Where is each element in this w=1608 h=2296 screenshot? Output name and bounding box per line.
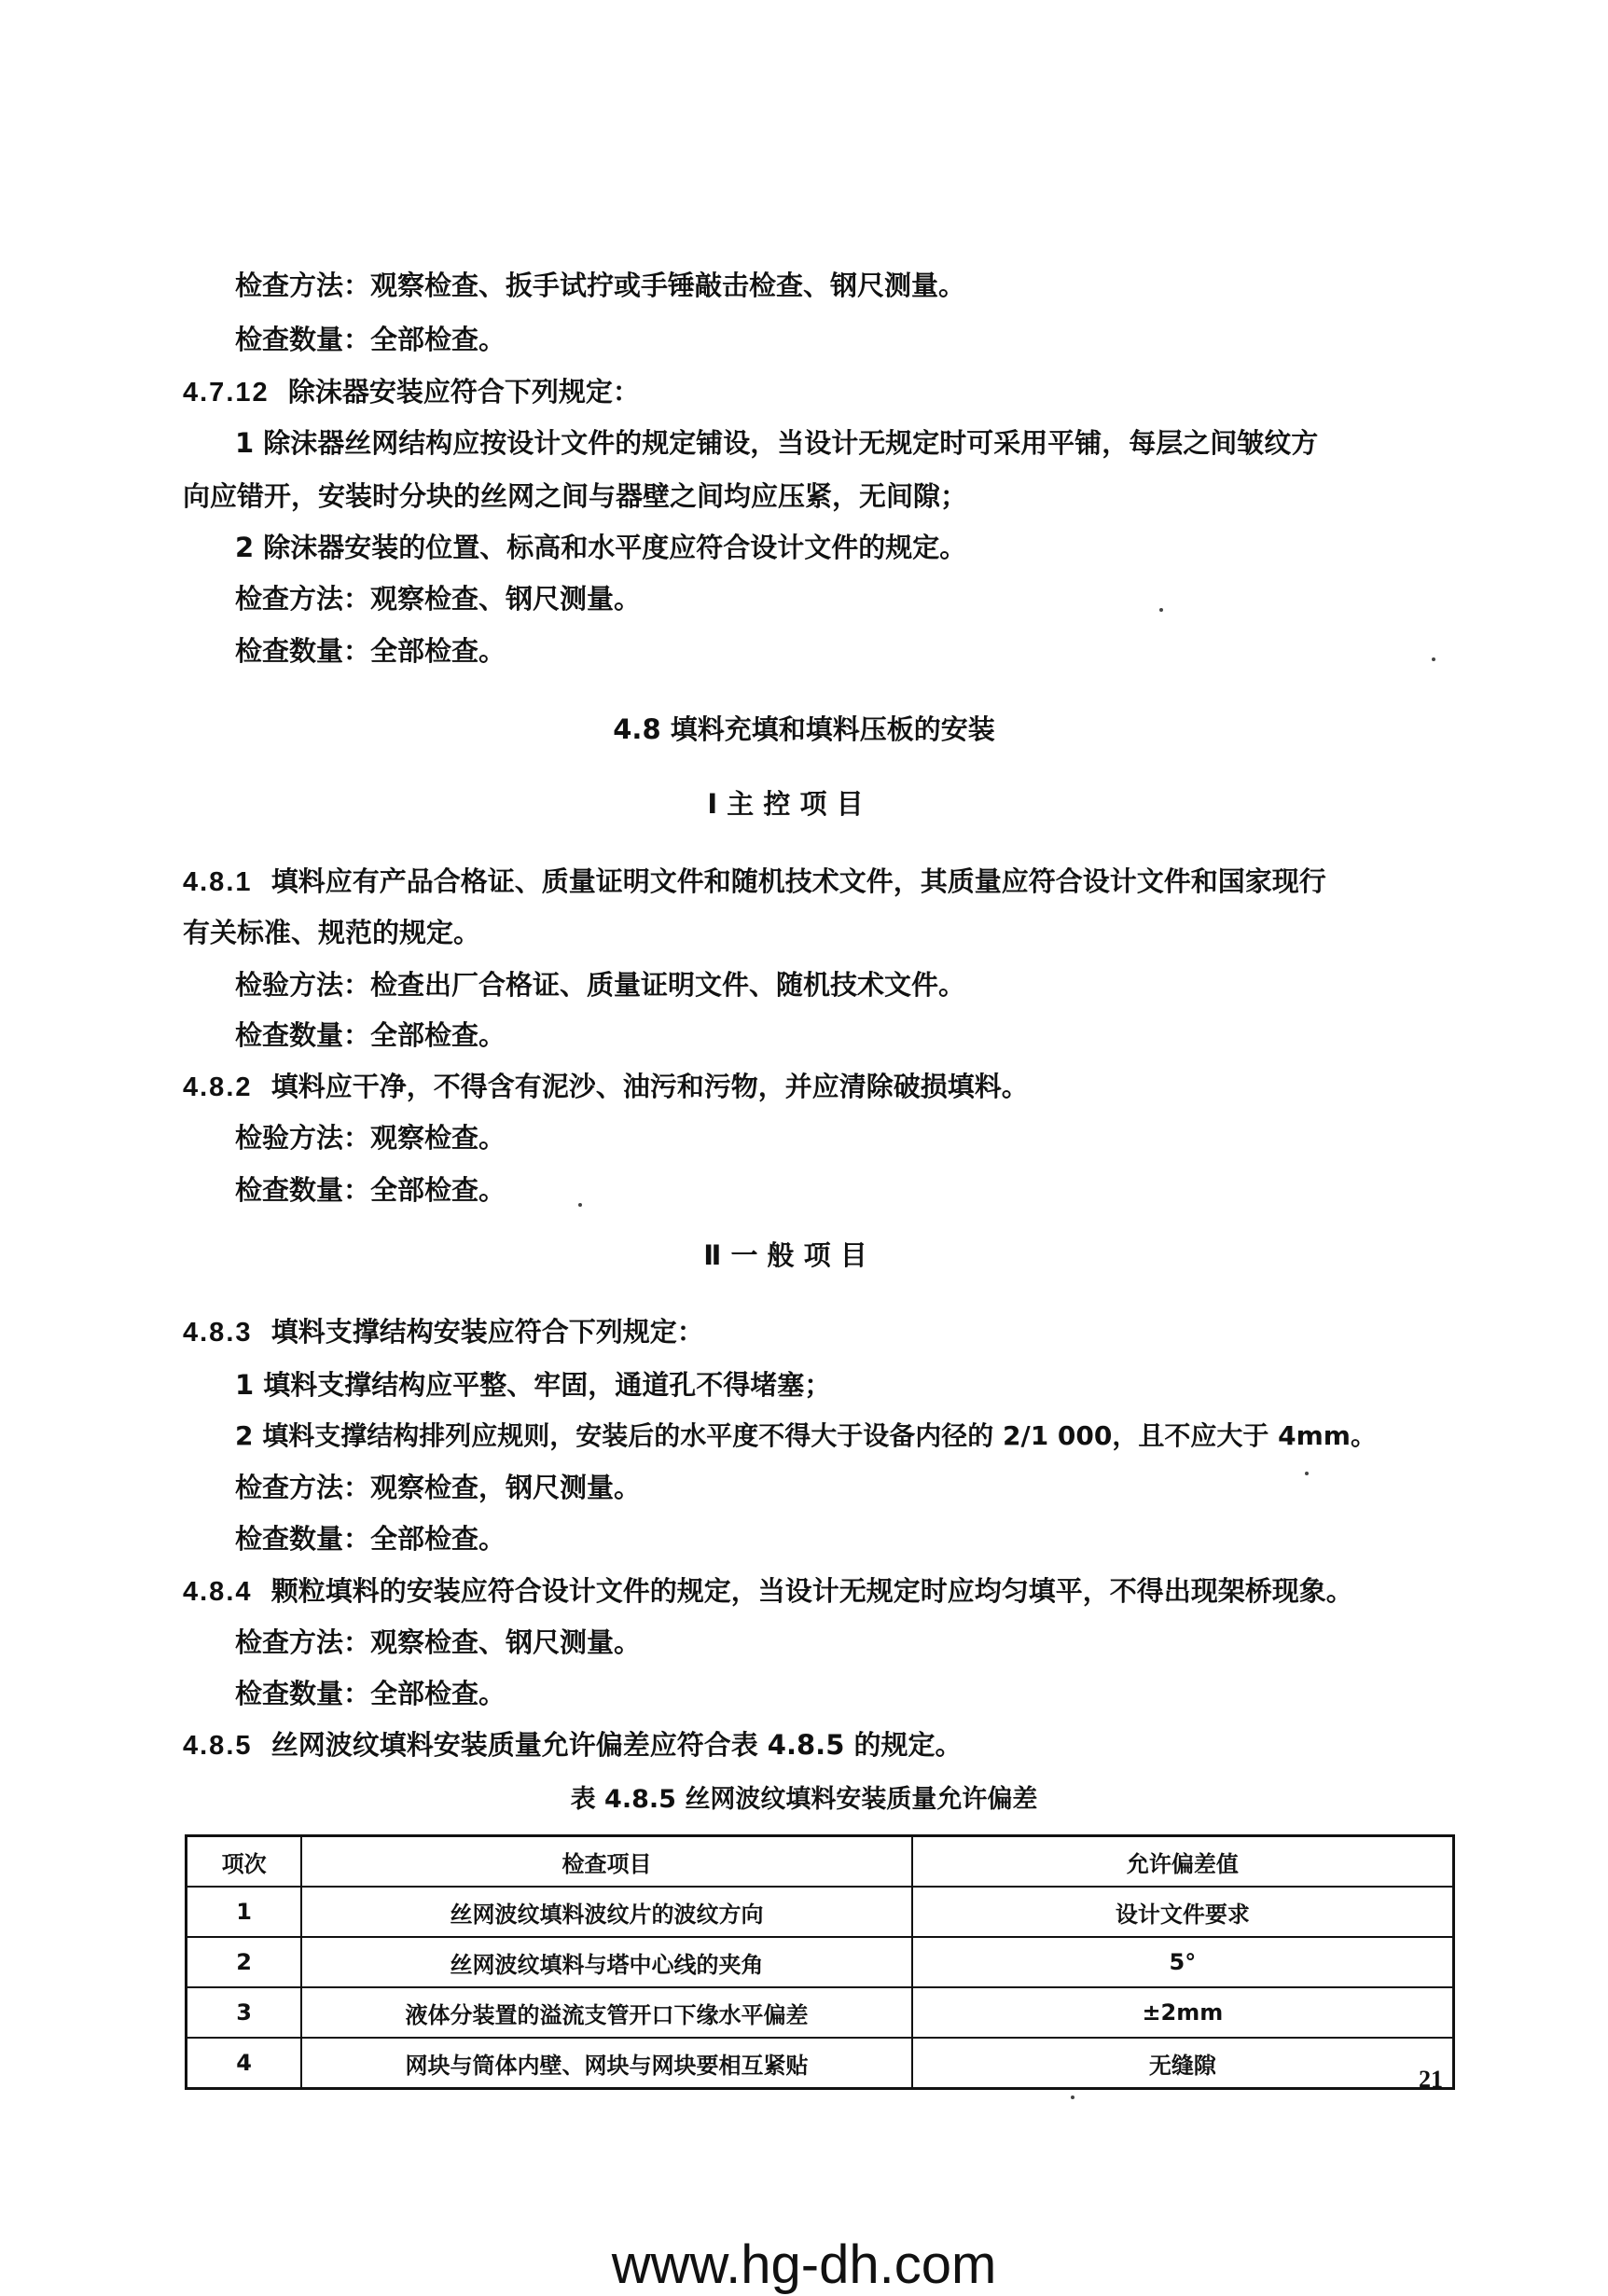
cell-check-item: 液体分装置的溢流支管开口下缘水平偏差 (301, 1987, 911, 2038)
inspection-method-line: 检查方法：观察检查、钢尺测量。 (235, 1626, 642, 1658)
scan-speck (1159, 608, 1163, 612)
scan-speck (1071, 2095, 1074, 2099)
cell-tolerance: 无缝隙 (912, 2038, 1454, 2089)
clause-number: 4.8.2 (183, 1072, 253, 1102)
inspection-quantity-line: 检查数量：全部检查。 (235, 1019, 506, 1051)
section-heading-4-8: 4.8 填料充填和填料压板的安装 (613, 713, 995, 745)
inspection-method-line: 检查方法：观察检查，钢尺测量。 (235, 1472, 642, 1503)
clause-item-1: 1 填料支撑结构应平整、牢固，通道孔不得堵塞； (235, 1369, 832, 1401)
scan-speck (578, 1203, 582, 1207)
test-method-line: 检验方法：观察检查。 (235, 1122, 506, 1154)
cell-check-item: 丝网波纹填料波纹片的波纹方向 (301, 1887, 911, 1937)
cell-item-no: 2 (187, 1937, 302, 1987)
clause-item-2: 2 填料支撑结构排列应规则，安装后的水平度不得大于设备内径的 2/1 000，且不应大于 4mm。 (235, 1420, 1377, 1451)
clause-text: 颗粒填料的安装应符合设计文件的规定，当设计无规定时应均匀填平，不得出现架桥现象。 (270, 1575, 1353, 1607)
subheading-general: Ⅱ 一 般 项 目 (703, 1239, 867, 1271)
clause-4-8-4 (183, 1572, 1353, 1611)
header-check-item: 检查项目 (301, 1836, 911, 1888)
clause-4-8-3 (183, 1313, 704, 1351)
inspection-quantity-line: 检查数量：全部检查。 (235, 635, 506, 667)
table-caption: 表 4.8.5 丝网波纹填料安装质量允许偏差 (570, 1785, 1038, 1814)
test-method-line: 检验方法：检查出厂合格证、质量证明文件、随机技术文件。 (235, 969, 966, 1001)
cell-item-no: 4 (187, 2038, 302, 2089)
subheading-main-control: Ⅰ 主 控 项 目 (707, 788, 864, 820)
cell-check-item: 网块与筒体内壁、网块与网块要相互紧贴 (301, 2038, 911, 2089)
inspection-method-line: 检查方法：观察检查、扳手试拧或手锤敲击检查、钢尺测量。 (235, 270, 966, 301)
inspection-quantity-line: 检查数量：全部检查。 (235, 1678, 506, 1709)
clause-number: 4.7.12 (183, 378, 270, 408)
clause-item-2: 2 除沫器安装的位置、标高和水平度应符合设计文件的规定。 (235, 532, 967, 563)
cell-item-no: 3 (187, 1987, 302, 2038)
clause-item-1-cont: 向应错开，安装时分块的丝网之间与器壁之间均应压紧，无间隙； (183, 480, 968, 512)
clause-4-8-1 (183, 863, 1326, 901)
clause-item-1: 1 除沫器丝网结构应按设计文件的规定铺设，当设计无规定时可采用平铺，每层之间皱纹方 (235, 427, 1319, 459)
clause-text: 除沫器安装应符合下列规定： (287, 376, 640, 408)
table-row (187, 1987, 1454, 2038)
inspection-quantity-line: 检查数量：全部检查。 (235, 1174, 506, 1206)
clause-4-7-12 (183, 373, 640, 411)
cell-tolerance: 设计文件要求 (912, 1887, 1454, 1937)
table-row (187, 2038, 1454, 2089)
clause-text: 填料支撑结构安装应符合下列规定： (270, 1316, 704, 1348)
clause-number: 4.8.4 (183, 1577, 253, 1607)
table-header-row (187, 1836, 1454, 1888)
table-row (187, 1937, 1454, 1987)
clause-text: 填料应干净，不得含有泥沙、油污和污物，并应清除破损填料。 (270, 1071, 1029, 1102)
scan-speck (1432, 657, 1435, 661)
clause-text: 丝网波纹填料安装质量允许偏差应符合表 4.8.5 的规定。 (270, 1729, 963, 1761)
clause-number: 4.8.5 (183, 1731, 253, 1761)
clause-4-8-1-cont: 有关标准、规范的规定。 (183, 917, 481, 948)
header-item-no: 项次 (187, 1836, 302, 1888)
inspection-method-line: 检查方法：观察检查、钢尺测量。 (235, 583, 642, 615)
watermark-url: www.hg-dh.com (611, 2234, 997, 2295)
inspection-quantity-line: 检查数量：全部检查。 (235, 324, 506, 355)
clause-4-8-5 (183, 1726, 962, 1764)
clause-4-8-2 (183, 1068, 1029, 1106)
tolerance-table (185, 1834, 1455, 2090)
cell-tolerance: 5° (912, 1937, 1454, 1987)
cell-tolerance: ±2mm (912, 1987, 1454, 2038)
cell-item-no: 1 (187, 1887, 302, 1937)
clause-number: 4.8.1 (183, 867, 253, 897)
clause-number: 4.8.3 (183, 1318, 253, 1348)
table-row (187, 1887, 1454, 1937)
inspection-quantity-line: 检查数量：全部检查。 (235, 1523, 506, 1555)
header-tolerance: 允许偏差值 (912, 1836, 1454, 1888)
scan-speck (1305, 1472, 1309, 1475)
page-number: 21 (1419, 2066, 1443, 2093)
clause-text: 填料应有产品合格证、质量证明文件和随机技术文件，其质量应符合设计文件和国家现行 (270, 865, 1326, 897)
cell-check-item: 丝网波纹填料与塔中心线的夹角 (301, 1937, 911, 1987)
